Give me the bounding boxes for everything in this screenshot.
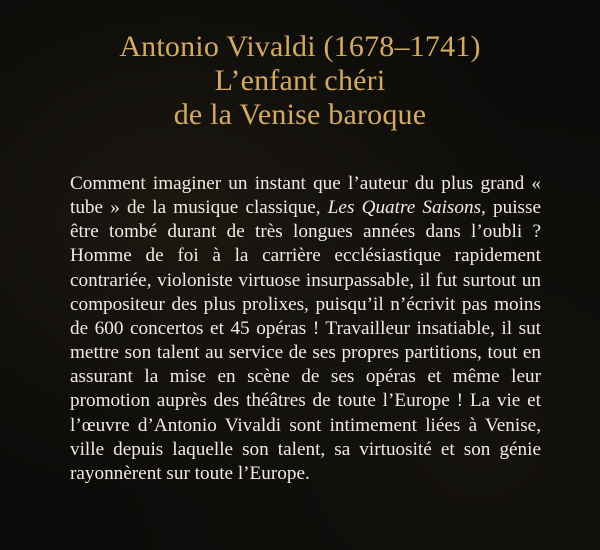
title-line-2: L’enfant chéri [214, 64, 386, 97]
body-text-part-2: , puisse être tombé durant de très longues années dans l’oubli ? Homme de foi à la carrière ecclésiastique rapidement contrariée, violoniste virtuose insurpassable, il fut surtout un compositeur des plus prolixes, puisqu’il n’écrivit pas moins de 600 concertos et 45 opéras ! Travailleur insatiable, il sut mettre son talent au service de ses propres partitions, tout en assurant la mise en scène de ses opéras et même leur promotion auprès des théâtres de toute l’Europe ! La vie et l’œuvre d’Antonio Vivaldi sont intimement liées à Venise, ville depuis laquelle son talent, sa virtuosité et son génie rayonnèrent sur toute l’Europe. [70, 197, 541, 484]
page-title [0, 30, 600, 132]
body-paragraph [70, 172, 541, 486]
title-line-1: Antonio Vivaldi (1678–1741) [119, 30, 481, 63]
title-line-3: de la Venise baroque [173, 98, 427, 131]
work-title-italic: Les Quatre Saisons [327, 197, 482, 219]
body-text-part-1: Comment imaginer un instant que l’auteur du plus grand « tube » de la musique classique, [70, 173, 541, 219]
